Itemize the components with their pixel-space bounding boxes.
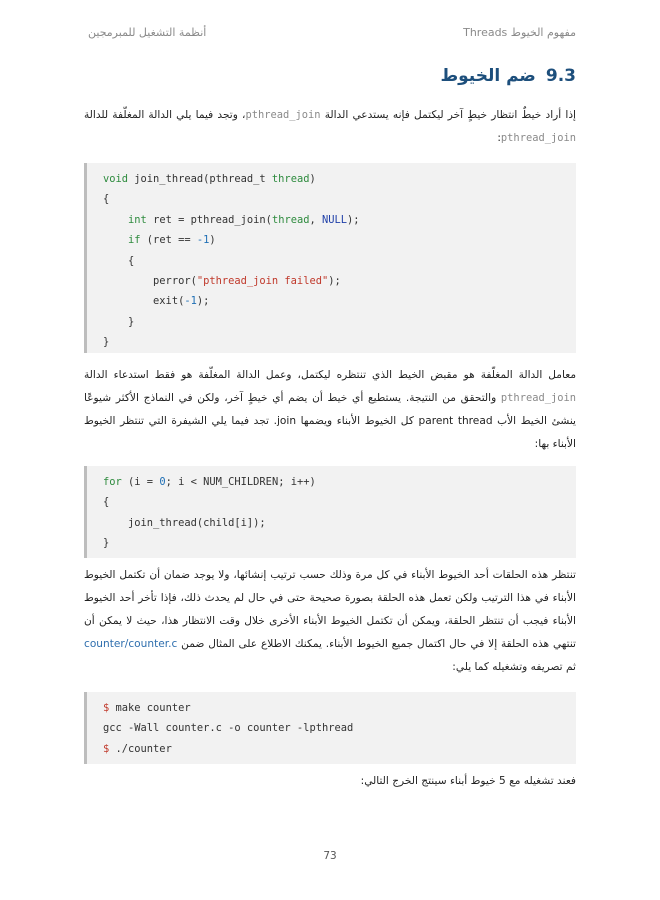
paragraph-wrapper-explanation — [84, 364, 576, 456]
paragraph-text: معامل الدالة المغلّفة هو مقبض الخيط الذي تنتظره ليكتمل، وعمل الدالة المغلّفة هو فقط استدعاء الدالة — [84, 369, 576, 381]
inline-code: pthread_join — [500, 132, 576, 144]
code-line: join_thread(child[i]); — [103, 516, 266, 529]
section-number: 9.3 — [545, 66, 576, 86]
section-title — [440, 66, 576, 86]
paragraph-text: تنتظر هذه الحلقات أحد الخيوط الأبناء في كل مرة وذلك حسب ترتيب إنشائها، ولا يوجد ضمان أن تكتمل الخيوط الأبناء في هذا الترتيب ولكن تعمل هذه الحلقة بصورة صحيحة حتى في حال لم يحدث ذلك، فإذا تأخر أحد الخيوط الأبناء فيجب أن تنتظر الحلقة، ويمكن أن تكتمل الخيوط الأبناء الأخرى خلال وقت الانتظار هذا، حيث لا يمكن أن تنتهي هذه الحلقة إلا في حال اكتمال جميع الخيوط الأبناء. يمكنك الاطلاع على المثال ضمن — [84, 569, 576, 650]
paragraph-text: ثم تصريفه وتشغيله كما يلي: — [452, 661, 576, 673]
paragraph-output-intro — [84, 770, 576, 793]
code-line: } — [103, 336, 110, 349]
paragraph-text: والتحقق من النتيجة. يستطيع أي خيط أن يضم أي خيطٍ آخر، ولكن في النماذج الأكثر شيوعًا ينشئ الخيط الأب — [84, 392, 577, 427]
example-file-link[interactable]: counter/counter.c — [84, 638, 178, 650]
code-line: for (i = 0; i < NUM_CHILDREN; i++) — [103, 476, 316, 488]
code-line: int ret = pthread_join(thread, NULL); — [128, 213, 360, 226]
code-line: exit(-1); — [103, 295, 210, 308]
paragraph-text: فعند تشغيله مع 5 خيوط أبناء سينتج الخرج التالي: — [360, 775, 576, 787]
header-chapter-title: مفهوم الخيوط Threads — [463, 26, 576, 39]
english-term: join — [276, 415, 297, 427]
terminal-line: gcc -Wall counter.c -o counter -lpthread — [103, 722, 354, 735]
paragraph-text: إذا أراد خيطٌ انتظار خيطٍ آخر ليكتمل فإنه يستدعي الدالة — [320, 109, 576, 121]
paragraph-text: كل الخيوط الأبناء ويضمها — [296, 415, 419, 427]
header-book-title: أنظمة التشغيل للمبرمجين — [88, 26, 207, 39]
running-header — [88, 26, 576, 39]
paragraph-text: ، وتجد فيما يلي الدالة المغلّفة للدالة — [84, 109, 246, 121]
code-line: } — [103, 537, 110, 550]
paragraph-intro — [84, 104, 576, 150]
paragraph-text: . تجد فيما يلي الشيفرة التي تنتظر الخيوط الأبناء بها: — [84, 415, 576, 450]
code-line: { — [103, 496, 110, 509]
paragraph-loop-explanation — [84, 564, 576, 679]
page-number: 73 — [323, 850, 337, 862]
code-line: { — [103, 254, 135, 267]
paragraph-text: : — [497, 132, 501, 144]
inline-code: pthread_join — [500, 392, 576, 404]
code-line: if (ret == -1) — [128, 234, 216, 247]
code-block-join-thread — [84, 163, 576, 353]
code-line: perror("pthread_join failed"); — [103, 274, 341, 287]
english-term: parent thread — [418, 415, 493, 427]
section-title-text: ضم الخيوط — [440, 66, 536, 86]
terminal-line: $ make counter — [103, 702, 191, 714]
inline-code: pthread_join — [245, 109, 321, 121]
code-block-terminal — [84, 692, 576, 764]
code-line: { — [103, 193, 110, 206]
terminal-line: $ ./counter — [103, 742, 172, 755]
code-block-join-loop — [84, 466, 576, 558]
code-line: void join_thread(pthread_t thread) — [103, 173, 316, 185]
code-line: } — [103, 315, 135, 328]
